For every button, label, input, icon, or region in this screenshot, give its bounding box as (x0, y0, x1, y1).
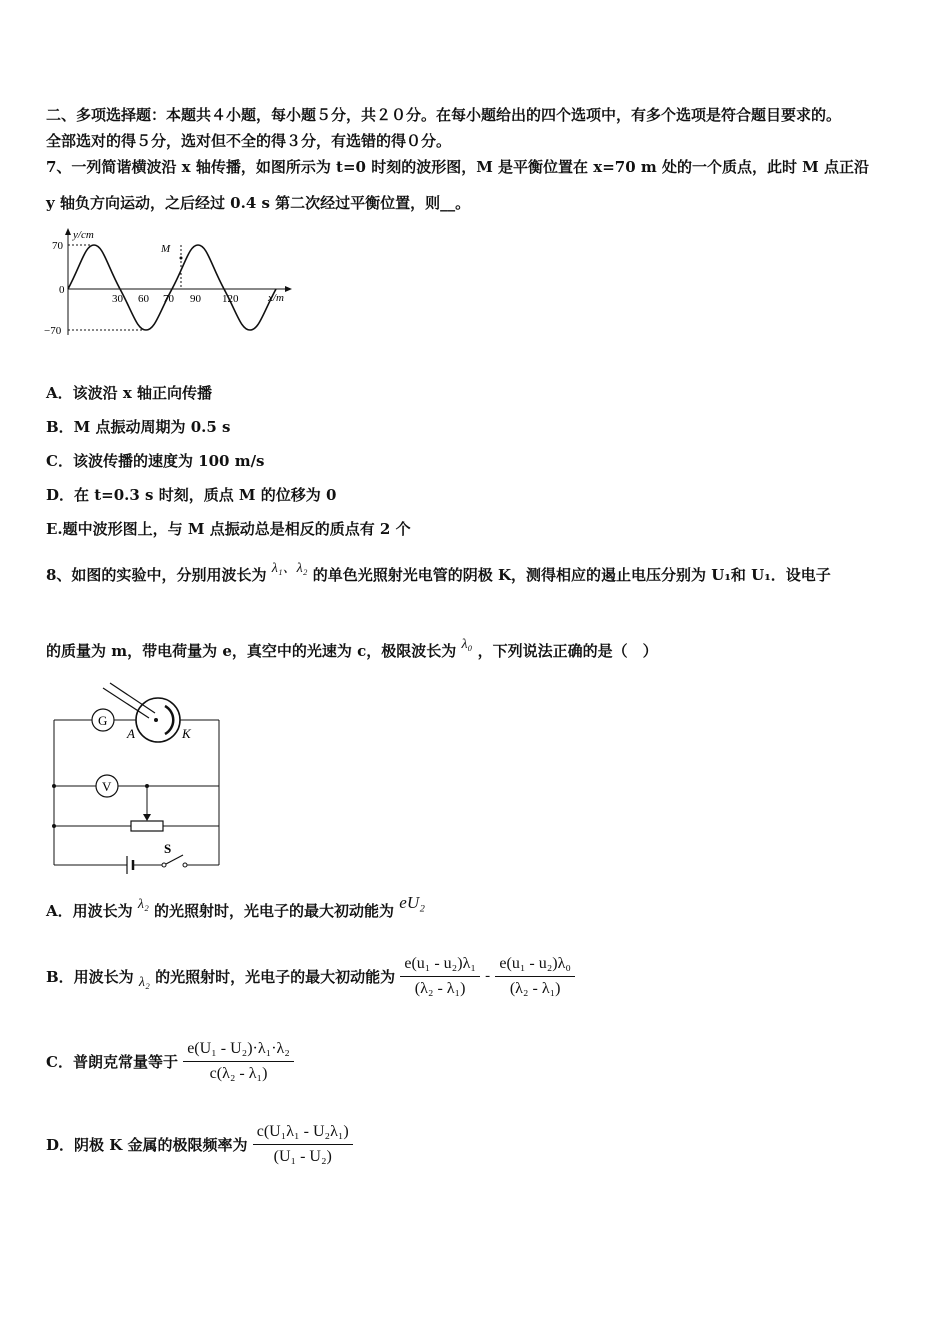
q8-option-d (46, 1123, 353, 1166)
section-header-line1: 二、多项选择题：本题共４小题，每小题５分，共２０分。在每小题给出的四个选项中，有多个选项是符合题目要求的。 (46, 106, 842, 124)
q8-option-c-den: c(λ₂ - λ₁) (209, 1065, 268, 1082)
q8-option-b (46, 955, 575, 998)
section-header-line2: 全部选对的得５分，选对但不全的得３分，有选错的得０分。 (46, 132, 452, 150)
q8-circuit-diagram (45, 680, 230, 875)
switch-blade (166, 855, 183, 864)
x-tick-90: 90 (190, 293, 201, 305)
m-label: M (161, 243, 171, 255)
q8-option-a (46, 893, 426, 921)
wave-curve (68, 245, 276, 330)
q8-option-d-num: c(U₁λ₁ - U₂λ₁) (253, 1123, 353, 1145)
q8-option-b-den1: (λ₂ - λ₁) (414, 980, 466, 997)
x-tick-120: 120 (222, 293, 239, 305)
q7-option-c: C．该波传播的速度为 100 m/s (46, 452, 265, 470)
g-label: G (98, 713, 108, 728)
q8-stem-line2-post: ，下列说法正确的是（ ） (477, 642, 658, 660)
x-tick-30: 30 (112, 293, 123, 305)
switch-contact-1 (162, 863, 166, 867)
q8-lambda0: λ₀ (461, 637, 473, 652)
node-left-r (52, 824, 56, 828)
q8-stem-line1 (46, 561, 831, 585)
x-tick-60: 60 (138, 293, 149, 305)
q8-option-b-num1: e(u₁ - u₂)λ₁ (400, 955, 480, 977)
y-top-label: 70 (52, 240, 63, 252)
q7-option-e: E.题中波形图上，与 M 点振动总是相反的质点有 2 个 (46, 520, 411, 538)
q7-option-b: B．M 点振动周期为 0.5 s (46, 418, 231, 436)
origin-label: 0 (59, 284, 65, 296)
q8-option-d-pre: D．阴极 K 金属的极限频率为 (46, 1136, 248, 1154)
q7-stem-line1: 7、一列简谐横波沿 x 轴传播，如图所示为 t=0 时刻的波形图，M 是平衡位置在 x=70 m 处的一个质点，此时 M 点正沿 (46, 158, 870, 176)
q7-option-a: A．该波沿 x 轴正向传播 (46, 384, 213, 402)
a-label: A (127, 726, 135, 741)
x-label: x/m (268, 292, 284, 304)
switch-contact-2 (183, 863, 187, 867)
q8-option-d-frac (253, 1123, 353, 1166)
q8-option-b-minus: - (485, 968, 491, 984)
q8-option-c-pre: C．普朗克常量等于 (46, 1053, 178, 1071)
q8-option-a-lambda: λ₂ (137, 897, 149, 912)
q8-option-b-den2: (λ₂ - λ₁) (509, 980, 561, 997)
rheostat (131, 821, 163, 831)
q7-option-d: D．在 t=0.3 s 时刻，质点 M 的位移为 0 (46, 486, 337, 504)
q8-option-b-frac2 (495, 955, 575, 998)
q8-option-c-frac (183, 1040, 294, 1083)
q8-option-c-num: e(U₁ - U₂)·λ₁·λ₂ (183, 1040, 294, 1062)
slider-arrow (143, 814, 151, 821)
q8-option-b-lambda: λ₂ (138, 974, 150, 990)
node-left-v (52, 784, 56, 788)
q8-option-b-frac1 (400, 955, 480, 998)
q8-option-d-den: (U₁ - U₂) (273, 1148, 332, 1165)
y-label: y/cm (73, 229, 94, 241)
q8-option-b-pre: B．用波长为 (46, 968, 134, 986)
q8-stem-line1-post: 的单色光照射光电管的阴极 K，测得相应的遏止电压分别为 U₁和 U₁．设电子 (312, 566, 831, 584)
x-axis-arrow (285, 286, 292, 292)
q8-lambda12: λ₁、λ₂ (271, 561, 308, 576)
x-tick-70: 70 (163, 293, 174, 305)
v-label: V (102, 779, 112, 794)
q8-stem-line1-pre: 8、如图的实验中，分别用波长为 (46, 566, 267, 584)
q8-option-b-post: 的光照射时，光电子的最大初动能为 (155, 968, 396, 986)
q7-stem-line2: y 轴负方向运动，之后经过 0.4 s 第二次经过平衡位置，则__。 (46, 194, 471, 212)
q7-wave-graph (40, 225, 300, 340)
y-axis-arrow (65, 228, 71, 235)
q8-stem-line2 (46, 637, 658, 661)
y-bottom-label: −70 (44, 325, 62, 337)
point-m (180, 257, 183, 260)
q8-stem-line2-pre: 的质量为 m，带电荷量为 e，真空中的光速为 c，极限波长为 (46, 642, 457, 660)
s-label: S (164, 841, 172, 856)
q8-option-a-pre: A．用波长为 (46, 902, 133, 920)
q8-option-b-num2: e(u₁ - u₂)λ₀ (495, 955, 575, 977)
k-label: K (182, 726, 191, 741)
q8-option-c (46, 1040, 294, 1083)
q8-option-a-post: 的光照射时，光电子的最大初动能为 (154, 902, 395, 920)
cathode-k (165, 706, 173, 734)
node-slider (145, 784, 149, 788)
anode-a (154, 718, 158, 722)
q8-option-a-expr: eU₂ (399, 893, 426, 912)
light-ray-1 (110, 683, 155, 713)
